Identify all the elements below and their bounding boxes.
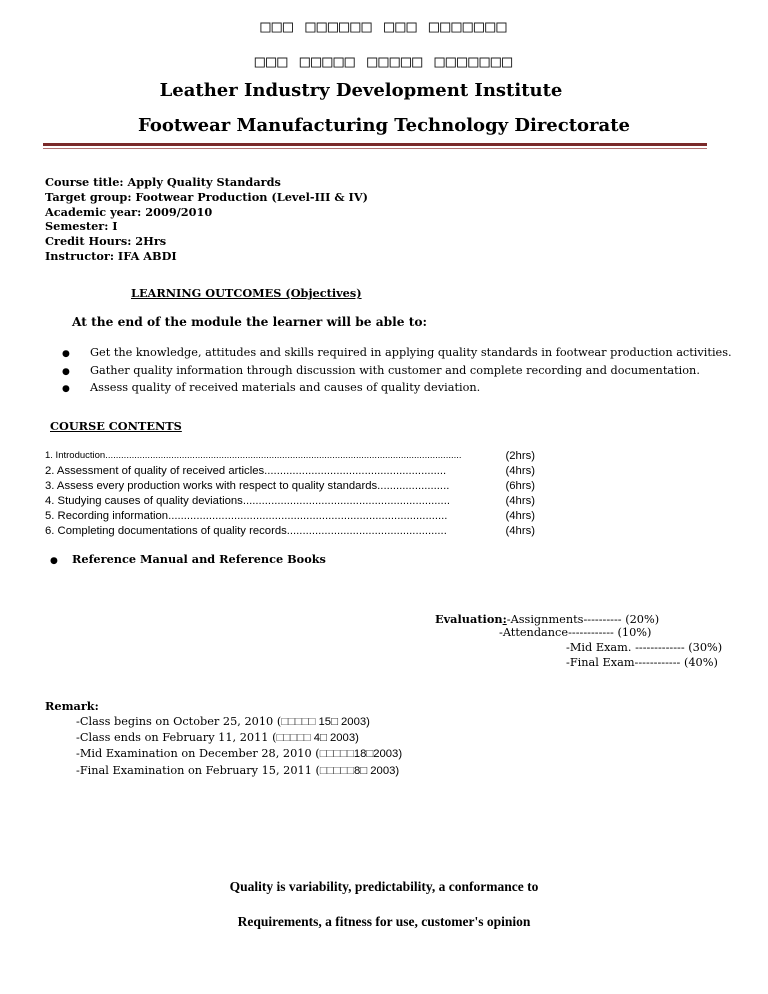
list-item — [45, 464, 535, 479]
learning-outcomes-intro: At the end of the module the learner will be able to: — [72, 315, 428, 329]
amharic-header-line-1: □□□ □□□□□□ □□□ □□□□□□□ — [260, 17, 508, 37]
remark-date: 4□ 2003) — [310, 732, 359, 745]
instructor: Instructor: IFA ABDI — [45, 248, 177, 263]
remark-date: 8□ 2003) — [354, 764, 400, 777]
remark-label: Remark: — [45, 699, 99, 713]
outcome-text: Assess quality of received materials and causes of quality deviation. — [90, 381, 481, 394]
course-title: Course title: Apply Quality Standards — [45, 175, 281, 189]
evaluation-mid-exam: -Mid Exam. ------------- (30%) — [566, 641, 723, 654]
reference-text: Reference Manual and Reference Books — [72, 552, 326, 566]
bullet-icon: ● — [50, 556, 58, 566]
target-group: Target group: Footwear Production (Level-III & IV) — [45, 189, 368, 204]
list-item — [45, 524, 535, 539]
content-text: 1. Introduction....................................................................................................................................... — [45, 450, 462, 461]
content-text: 6. Completing documentations of quality records................................................... — [45, 524, 447, 537]
bullet-icon: ● — [62, 349, 70, 359]
list-item — [76, 730, 402, 746]
remark-text: -Class begins on October 25, 2010 ( — [76, 715, 282, 728]
evaluation-label: Evaluation — [435, 612, 503, 626]
credit-hours: Credit Hours: 2Hrs — [45, 234, 167, 249]
outcome-text: Get the knowledge, attitudes and skills required in applying quality standards in footwear production activities. — [90, 346, 732, 359]
remark-amharic: □□□□□ — [276, 732, 311, 745]
institute-title: Leather Industry Development Institute — [159, 80, 563, 101]
content-text: 4. Studying causes of quality deviations.................................................................. — [45, 494, 450, 507]
content-hours: (4hrs) — [505, 464, 535, 477]
remark-amharic: □□□□□ — [319, 764, 355, 777]
remark-amharic: □□□□□ — [319, 748, 354, 761]
list-item — [62, 345, 732, 363]
course-contents-heading: COURSE CONTENTS — [50, 419, 182, 433]
header-rule — [43, 143, 707, 146]
remark-text: -Class ends on February 11, 2011 ( — [76, 731, 277, 745]
learning-outcomes-list — [62, 345, 732, 398]
content-text: 3. Assess every production works with respect to quality standards....................... — [45, 479, 450, 492]
remark-list — [76, 714, 402, 779]
header-rule-thin — [43, 148, 707, 149]
content-text: 2. Assessment of quality of received articles.......................................................... — [45, 464, 447, 477]
remark-text: -Mid Examination on December 28, 2010 ( — [76, 747, 320, 761]
directorate-title: Footwear Manufacturing Technology Directorate — [138, 115, 630, 136]
content-hours: (4hrs) — [505, 524, 535, 537]
list-item — [45, 494, 535, 509]
list-item — [45, 449, 535, 464]
content-text: 5. Recording information......................................................................................... — [45, 509, 448, 522]
list-item — [62, 363, 732, 381]
content-hours: (4hrs) — [505, 494, 535, 507]
bullet-icon: ● — [62, 366, 70, 377]
evaluation-colon: : — [502, 612, 507, 626]
course-info — [45, 175, 368, 264]
reference-item — [50, 552, 326, 566]
course-contents-list — [45, 449, 535, 538]
content-hours: (6hrs) — [505, 479, 535, 492]
outcome-text: Gather quality information through discussion with customer and complete recording and documentation. — [90, 363, 700, 377]
list-item — [76, 746, 402, 762]
remark-date: 18□2003) — [353, 748, 403, 761]
evaluation-assignments: -Assignments---------- (20%) — [506, 613, 660, 626]
evaluation-final-exam: -Final Exam------------ (40%) — [566, 656, 718, 669]
evaluation-line-1 — [435, 612, 659, 626]
amharic-header-line-2: □□□ □□□□□ □□□□□ □□□□□□□ — [254, 52, 514, 72]
list-item — [62, 380, 732, 398]
content-hours: (4hrs) — [505, 509, 535, 522]
remark-text: -Final Examination on February 15, 2011 ( — [76, 763, 320, 777]
semester: Semester: I — [45, 219, 118, 234]
evaluation-attendance: -Attendance------------ (10%) — [499, 626, 652, 639]
academic-year: Academic year: 2009/2010 — [45, 204, 213, 219]
remark-date: 15□ 2003) — [315, 716, 370, 728]
quote-line-2: Requirements, a fitness for use, customer's opinion — [237, 914, 531, 929]
list-item — [45, 479, 535, 494]
list-item — [76, 714, 402, 730]
remark-amharic: □□□□□ — [281, 716, 316, 728]
list-item — [45, 509, 535, 524]
list-item — [76, 763, 402, 779]
content-hours: (2hrs) — [505, 450, 535, 462]
learning-outcomes-heading: LEARNING OUTCOMES (Objectives) — [131, 286, 362, 300]
quote-line-1: Quality is variability, predictability, a conformance to — [229, 879, 539, 894]
bullet-icon: ● — [62, 384, 70, 394]
